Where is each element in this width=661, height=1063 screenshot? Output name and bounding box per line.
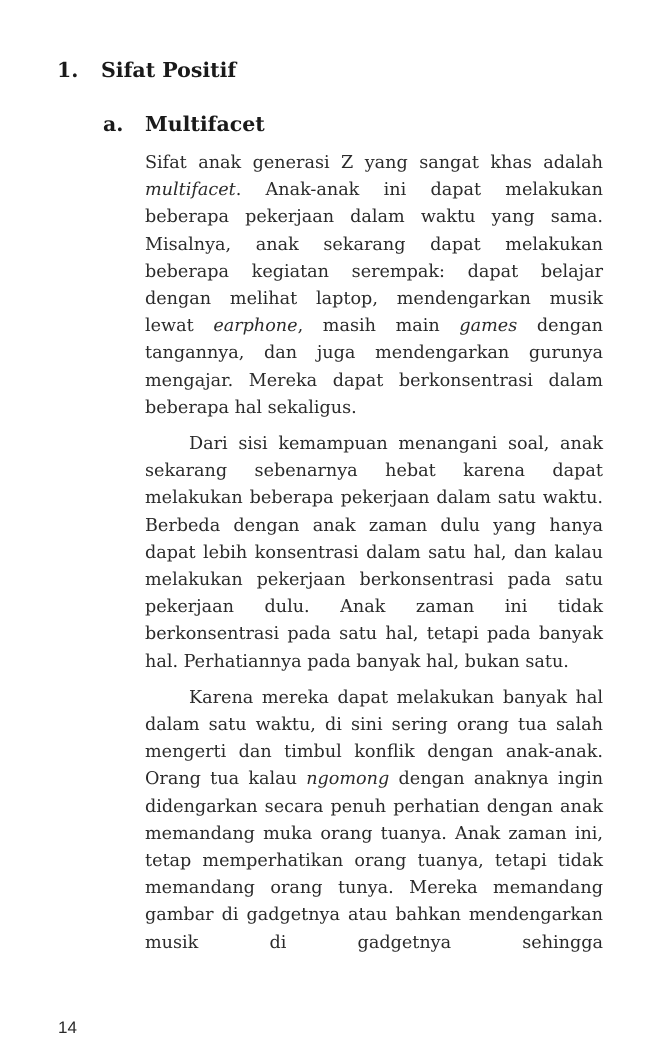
text-span: dengan anaknya ingin didengarkan secara penuh perhatian dengan anak memandang muka orang tuanya. Anak zaman ini, tetap memperhatikan orang tuanya, tetapi tidak memandang orang tunya. Mereka memandang gambar di gadgetnya atau bahkan mendengarkan musik di gadgetnya sehingga	[145, 769, 604, 953]
body-text	[145, 150, 603, 966]
text-span: Dari sisi kemampuan menangani soal, anak sekarang sebenarnya hebat karena dapat melakukan beberapa pekerjaan dalam satu waktu. Berbeda dengan anak zaman dulu yang hanya dapat lebih konsentrasi dalam satu hal, dan kalau melakukan pekerjaan berkonsentrasi pada satu pekerjaan dulu. Anak zaman ini tidak berkonsentrasi pada satu hal, tetapi pada banyak	[145, 434, 603, 645]
italic-term: multifacet	[145, 180, 236, 201]
paragraph-2	[145, 431, 603, 676]
italic-term: earphone	[213, 316, 298, 337]
text-span: dengan tangannya, dan juga mendengarkan gurunya mengajar. Mereka dapat berkonsentrasi dalam	[145, 316, 603, 391]
italic-term: games	[459, 316, 518, 337]
page-number: 14	[58, 1018, 77, 1037]
paragraph-1	[145, 150, 603, 422]
subsection-letter: a.	[103, 112, 124, 136]
section-number: 1.	[57, 58, 79, 82]
text-span: Sifat anak generasi Z yang sangat khas adalah	[145, 153, 603, 173]
text-span-last-line: hal. Perhatiannya pada banyak hal, bukan satu.	[145, 651, 569, 672]
subsection-heading	[103, 110, 265, 138]
section-title: Sifat Positif	[101, 58, 237, 82]
section-heading	[57, 56, 236, 84]
text-span: , masih main	[297, 316, 440, 337]
text-span: . Anak-anak ini dapat melakukan beberapa pekerjaan dalam waktu yang sama. Misalnya, anak sekarang dapat melakukan beberapa kegiatan serempak: dapat belajar dengan melihat laptop, mendengarkan musik lewat	[145, 180, 603, 337]
text-span-last-line: beberapa hal sekaligus.	[145, 397, 357, 418]
italic-term: ngomong	[306, 769, 390, 790]
text-span: Karena mereka dapat melakukan banyak hal dalam satu waktu, di sini sering orang tua salah mengerti dan timbul konflik dengan anak-anak. Orang tua kalau	[145, 687, 603, 790]
subsection-title: Multifacet	[145, 112, 265, 136]
paragraph-3	[145, 685, 603, 957]
